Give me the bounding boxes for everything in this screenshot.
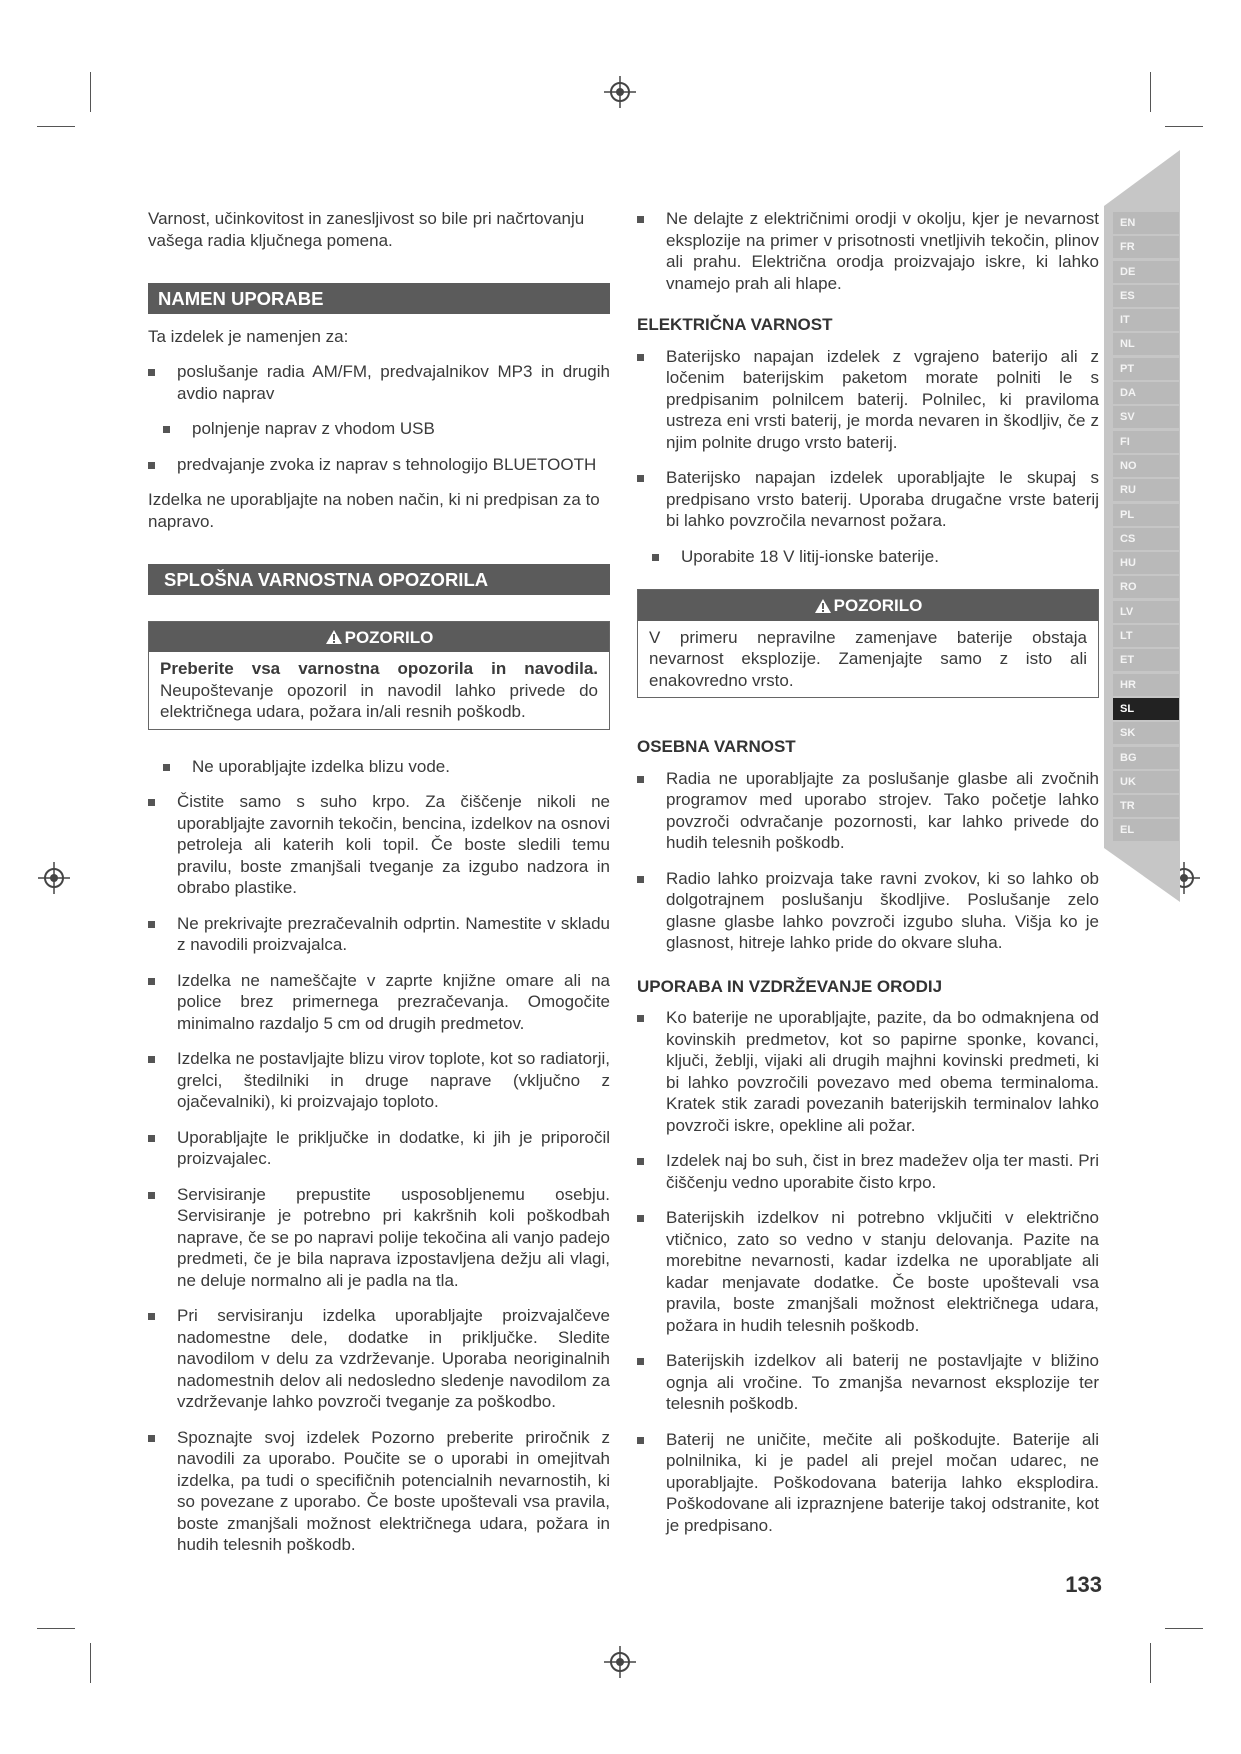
warning-header (638, 590, 1098, 621)
osebna-list (637, 768, 1099, 954)
list-item: polnjenje naprav z vhodom USB (148, 418, 610, 440)
warning-title: POZORILO (344, 627, 434, 647)
crop-mark (1165, 126, 1203, 127)
crop-mark (90, 1643, 91, 1683)
registration-mark-icon (604, 1646, 636, 1678)
list-item: Pri servisiranju izdelka uporabljajte proizvajalčeve nadomestne dele, dodatke in priključke. Sledite navodilom v delu za vzdrževanje. Uporaba neoriginalnih nadomestnih delov ali nedosledno sledenje navodilom za vzdrževanje lahko povzroči tveganje za poškodbo. (148, 1305, 610, 1413)
section-heading-namen: NAMEN UPORABE (148, 283, 610, 314)
warning-header (149, 622, 609, 653)
namen-list (148, 361, 610, 475)
language-tab-bg[interactable]: BG (1113, 747, 1179, 769)
list-item: Baterijsko napajan izdelek z vgrajeno baterijo ali z ločenim baterijskim paketom morate polniti le s predpisanim polnilcem baterij. Polnilec, ki praviloma ustreza eni vrsti baterij, je morda nevaren in škodljiv, če z njim polnite drugo vrsto baterij. (637, 346, 1099, 454)
language-tab-nl[interactable]: NL (1113, 333, 1179, 355)
list-item: Ko baterije ne uporabljajte, pazite, da bo odmaknjena od kovinskih predmetov, kot so papirne sponke, kovanci, ključi, žeblji, vijaki ali drugih majhni kovinski predmeti, ki bi lahko povzročili povezavo med obema terminaloma. Kratek stik zaradi povezanih baterijskih terminalov lahko povzroči iskre, opekline ali požar. (637, 1007, 1099, 1136)
language-tab-sv[interactable]: SV (1113, 406, 1179, 428)
intro-text: Varnost, učinkovitost in zanesljivost so bile pri načrtovanju vašega radia ključnega pomena. (148, 209, 585, 250)
list-item: Ne delajte z električnimi orodji v okolju, kjer je nevarnost eksplozije na primer v prisotnosti vnetljivih tekočin, plinov ali prahu. Električna orodja proizvajajo iskre, ki lahko vnamejo prah ali hlape. (637, 208, 1099, 294)
language-tab-hu[interactable]: HU (1113, 552, 1179, 574)
warning-text: Neupoštevanje opozoril in navodil lahko privede do električnega udara, požara in/ali resnih poškodb. (160, 680, 598, 721)
language-tab-et[interactable]: ET (1113, 649, 1179, 671)
registration-mark-icon (604, 76, 636, 108)
language-tab-es[interactable]: ES (1113, 285, 1179, 307)
language-tab-ru[interactable]: RU (1113, 479, 1179, 501)
language-tab-lt[interactable]: LT (1113, 625, 1179, 647)
list-item: Uporabljajte le priključke in dodatke, ki jih je priporočil proizvajalec. (148, 1127, 610, 1170)
list-item: predvajanje zvoka iz naprav s tehnologijo BLUETOOTH (148, 454, 610, 476)
language-tab-it[interactable]: IT (1113, 309, 1179, 331)
right-column (637, 208, 1099, 1550)
uporaba-list (637, 1007, 1099, 1536)
list-item: Baterijsko napajan izdelek uporabljajte le skupaj s predpisano vrsto baterij. Uporaba drugačne vrste baterij bi lahko povzročila nevarnost požara. (637, 467, 1099, 532)
crop-mark (1150, 72, 1151, 112)
list-item: Baterijskih izdelkov ni potrebno vključiti v električno vtičnico, zato so vedno v stanju delovanja. Pazite na morebitne nevarnosti, kadar izdelka ne uporabljate ali kadar menjavate dodatke. Če boste upoštevali vsa pravila, boste zmanjšali možnost električnega udara, požara in hudih telesnih poškodb. (637, 1207, 1099, 1336)
language-tab-cs[interactable]: CS (1113, 528, 1179, 550)
language-tab-ro[interactable]: RO (1113, 576, 1179, 598)
list-item: Baterij ne uničite, mečite ali poškodujte. Baterije ali polnilnika, ki je padel ali prejel močan udarec, ne uporabljajte. Poškodovana baterija lahko eksplodira. Poškodovane ali izpraznjene baterije takoj odstranite, kot je predpisano. (637, 1429, 1099, 1537)
language-tab-fi[interactable]: FI (1113, 431, 1179, 453)
list-item: Izdelek naj bo suh, čist in brez madežev olja ter masti. Pri čiščenju vedno uporabite čisto krpo. (637, 1150, 1099, 1193)
language-tabs (1113, 212, 1179, 844)
heading-uporaba: UPORABA IN VZDRŽEVANJE ORODIJ (637, 976, 943, 996)
warning-bold-text: Preberite vsa varnostna opozorila in navodila. (160, 659, 598, 678)
top-list (637, 208, 1099, 294)
language-tab-en[interactable]: EN (1113, 212, 1179, 234)
crop-mark (37, 126, 75, 127)
language-tab-sl[interactable]: SL (1113, 698, 1179, 720)
language-tab-el[interactable]: EL (1113, 819, 1179, 841)
namen-lead: Ta izdelek je namenjen za: (148, 326, 349, 346)
language-tab-da[interactable]: DA (1113, 382, 1179, 404)
list-item: Radio lahko proizvaja take ravni zvokov, ki so lahko ob dolgotrajnem poslušanju škodljive. Poslušanje zelo glasne glasbe lahko povzroči izgubo sluha. Višja ko je glasnost, hitreje lahko pride do okvare sluha. (637, 868, 1099, 954)
list-item: poslušanje radia AM/FM, predvajalnikov MP3 in drugih avdio naprav (148, 361, 610, 404)
language-tab-hr[interactable]: HR (1113, 674, 1179, 696)
language-tab-no[interactable]: NO (1113, 455, 1179, 477)
splosna-list (148, 756, 610, 1556)
warning-box (148, 621, 610, 730)
warning-title: POZORILO (833, 596, 923, 615)
list-item: Uporabite 18 V litij-ionske baterije. (637, 546, 1099, 568)
page-number: 133 (1065, 1572, 1102, 1597)
warning-body (149, 652, 609, 729)
section-heading-splosna: SPLOŠNA VARNOSTNA OPOZORILA (148, 564, 610, 595)
left-column (148, 208, 610, 1570)
list-item: Čistite samo s suho krpo. Za čiščenje nikoli ne uporabljajte zavornih tekočin, bencina, izdelkov na osnovi petroleja ali katerih koli topil. Če boste sledili temu pravilu, boste zmanjšali tveganje za izgubo nadzora in obrabo plastike. (148, 791, 610, 899)
registration-mark-icon (38, 862, 70, 894)
list-item: Ne prekrivajte prezračevalnih odprtin. Namestite v skladu z navodili proizvajalca. (148, 913, 610, 956)
list-item: Servisiranje prepustite usposobljenemu osebju. Servisiranje je potrebno pri kakršnih koli poškodbah naprave, če se po napravi polije tekočina ali vanjo padejo predmeti, če je bila naprava izpostavljena dežju ali vlagi, ne deluje normalno ali je padla na tla. (148, 1184, 610, 1292)
list-item: Izdelka ne nameščajte v zaprte knjižne omare ali na police brez primernega prezračevanja. Omogočite minimalno razdaljo 5 cm od drugih predmetov. (148, 970, 610, 1035)
crop-mark (37, 1628, 75, 1629)
list-item: Radia ne uporabljajte za poslušanje glasbe ali zvočnih programov med uporabo strojev. Tako početje lahko povzroči odvračanje pozornosti, kar lahko privede do hudih telesnih poškodb. (637, 768, 1099, 854)
language-tab-de[interactable]: DE (1113, 261, 1179, 283)
language-tab-sk[interactable]: SK (1113, 722, 1179, 744)
warning-icon (814, 598, 832, 614)
language-tab-uk[interactable]: UK (1113, 771, 1179, 793)
warning-box (637, 589, 1099, 698)
language-tab-pt[interactable]: PT (1113, 358, 1179, 380)
list-item: Ne uporabljajte izdelka blizu vode. (148, 756, 610, 778)
heading-elektricna: ELEKTRIČNA VARNOST (637, 315, 833, 334)
warning-body: V primeru nepravilne zamenjave baterije obstaja nevarnost eksplozije. Zamenjajte samo z isto ali enakovredno vrsto. (649, 627, 1087, 690)
list-item: Spoznajte svoj izdelek Pozorno preberite priročnik z navodili za uporabo. Poučite se o uporabi in omejitvah izdelka, pa tudi o specifičnih potencialnih nevarnostih, ki so povezane z uporabo. Če boste upoštevali vsa pravila, boste zmanjšali možnost električnega udara, požara in hudih telesnih poškodb. (148, 1427, 610, 1556)
language-tab-fr[interactable]: FR (1113, 236, 1179, 258)
heading-osebna: OSEBNA VARNOST (637, 737, 796, 756)
elektricna-list (637, 346, 1099, 568)
crop-mark (90, 72, 91, 112)
language-tab-lv[interactable]: LV (1113, 601, 1179, 623)
crop-mark (1165, 1628, 1203, 1629)
language-tab-tr[interactable]: TR (1113, 795, 1179, 817)
language-tab-pl[interactable]: PL (1113, 504, 1179, 526)
crop-mark (1150, 1643, 1151, 1683)
list-item: Izdelka ne postavljajte blizu virov toplote, kot so radiatorji, grelci, štedilniki in druge naprave (vključno z ojačevalniki), ki proizvajajo toploto. (148, 1048, 610, 1113)
list-item: Baterijskih izdelkov ali baterij ne postavljajte v bližino ognja ali vročine. To zmanjša nevarnost eksplozije ter telesnih poškodb. (637, 1350, 1099, 1415)
warning-icon (325, 629, 343, 645)
namen-note: Izdelka ne uporabljajte na noben način, ki ni predpisan za to napravo. (148, 490, 600, 531)
